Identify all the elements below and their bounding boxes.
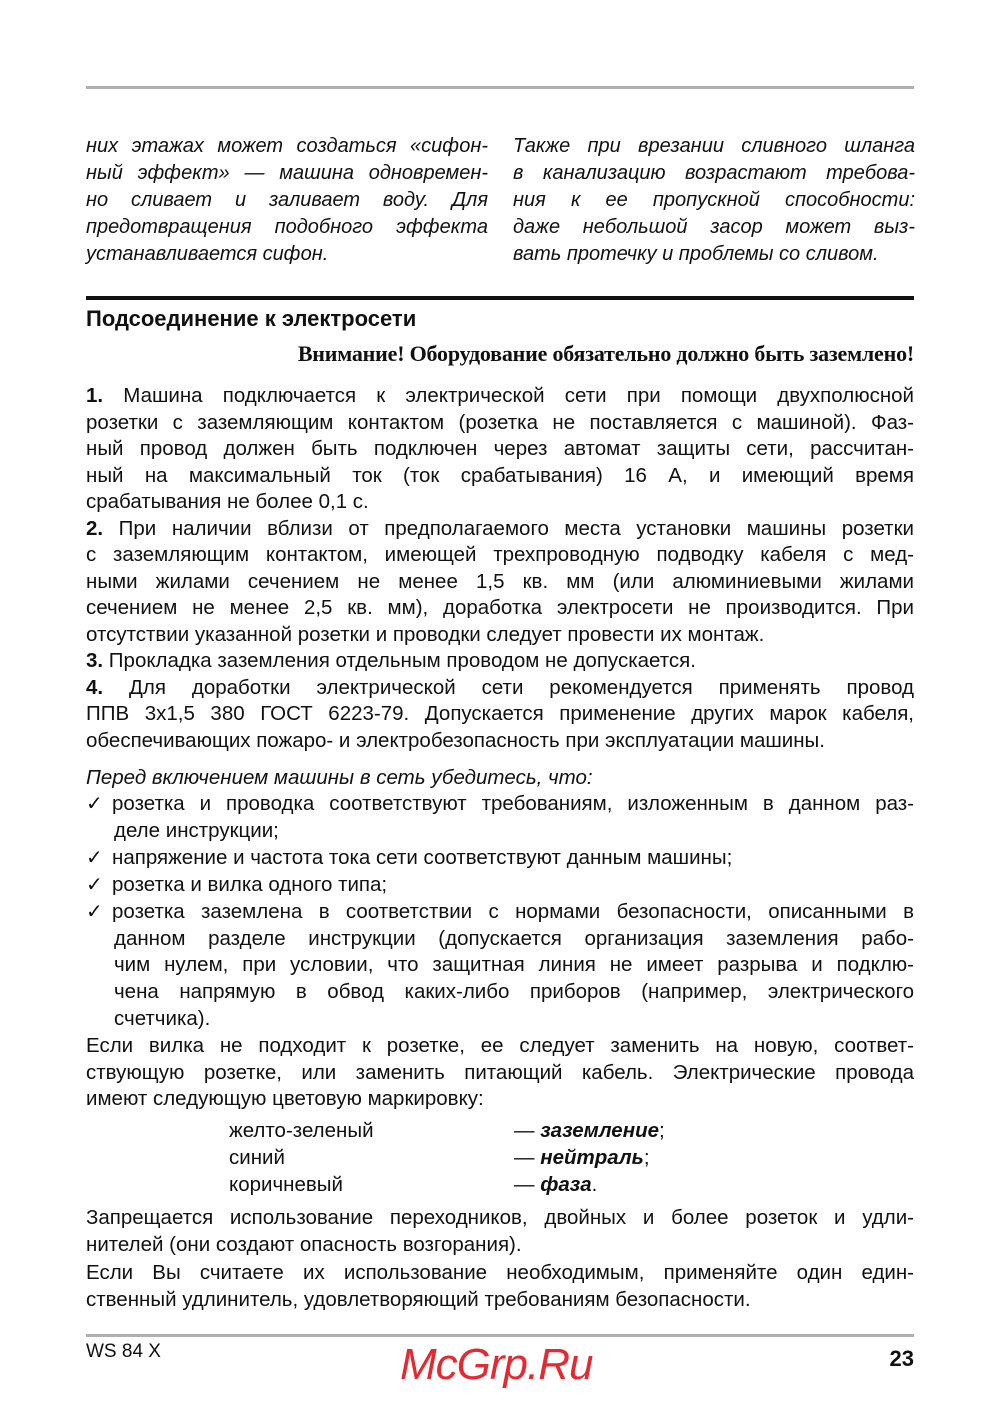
section-rule: [86, 296, 914, 300]
text-line: ствующую розетке, или заменить питающий кабель. Электрические провода: [86, 1060, 914, 1084]
plug-paragraph: [86, 1033, 914, 1113]
item-number: 2.: [86, 516, 104, 540]
text-line: напряжение и частота тока сети соответствуют данным машины;: [112, 845, 733, 869]
item-number: 3.: [86, 649, 104, 672]
bottom-rule: [86, 1334, 914, 1337]
paragraph: [86, 1204, 914, 1259]
text-line: срабатывания не более 0,1 с.: [86, 490, 369, 513]
text-line: ный на максимальный ток (ток срабатывания) 16 А, и имеющий время: [86, 463, 914, 487]
text-line: обеспечивающих пожаро- и электробезопасность при эксплуатации машины.: [86, 728, 825, 752]
text-line: деле инструкции;: [114, 818, 279, 842]
text-line: 1. Машина подключается к электрической сети при помощи двухполюсной: [86, 384, 914, 407]
wire-meaning: — фаза.: [514, 1172, 598, 1196]
text-line: чена напрямую в обвод каких-либо приборов (например, электрического: [114, 980, 914, 1004]
text-line: ственный удлинитель, удовлетворяющий требованиям безопасности.: [86, 1288, 751, 1312]
wire-color-row: [86, 1171, 914, 1198]
text-line: 3. Прокладка заземления отдельным проводом не допускается.: [86, 649, 696, 672]
body-text: [86, 383, 914, 1314]
text-line: Запрещается использование переходников, двойных и более розеток и удли-: [86, 1205, 914, 1229]
wire-color: синий: [229, 1145, 285, 1169]
right-column: [513, 133, 915, 268]
check-icon: ✓: [86, 873, 103, 896]
text-line: даже небольшой засор может выз-: [513, 216, 915, 238]
checklist-text: [112, 872, 914, 899]
section-heading: Подсоединение к электросети: [86, 306, 417, 331]
text-line: данном разделе инструкции (допускается организация заземления рабо-: [114, 926, 914, 950]
checklist-intro: Перед включением машины в сеть убедитесь, что:: [86, 766, 593, 789]
wire-color-row: [86, 1117, 914, 1144]
text-line: Также при врезании сливного шланга: [513, 135, 915, 157]
numbered-item: [86, 675, 914, 755]
paragraph: [86, 1259, 914, 1314]
wire-function: фаза: [540, 1172, 592, 1196]
text-line: нителей (они создают опасность возгорания).: [86, 1233, 522, 1257]
text-line: ния к ее пропускной способности:: [513, 189, 915, 211]
text-line: в канализацию возрастают требова-: [513, 162, 915, 184]
text-line: ный эффект» — машина одновремен-: [86, 162, 488, 184]
item-number: 1.: [86, 384, 104, 407]
left-column: [86, 133, 488, 268]
text-line: ППВ 3х1,5 380 ГОСТ 6223-79. Допускается применение других марок кабеля,: [86, 702, 914, 725]
check-icon: ✓: [86, 900, 103, 923]
page-number: 23: [889, 1346, 914, 1371]
wire-color: коричневый: [229, 1172, 343, 1196]
text-line: но сливает и заливает воду. Для: [86, 189, 488, 211]
wire-function: заземление: [540, 1118, 660, 1142]
text-line: устанавливается сифон.: [86, 243, 329, 265]
text-line: Если вилка не подходит к розетке, ее следует заменить на новую, соответ-: [86, 1034, 914, 1058]
checklist-text: [112, 791, 914, 845]
check-icon: ✓: [86, 846, 103, 869]
text-line: розетка и проводка соответствуют требованиям, изложенным в данном раз-: [112, 792, 914, 815]
text-line: Если Вы считаете их использование необходимым, применяйте один един-: [86, 1260, 914, 1284]
wire-color: желто-зеленый: [229, 1118, 374, 1142]
text-line: с заземляющим контактом, имеющей трехпроводную подводку кабеля с мед-: [86, 543, 914, 566]
wire-color-row: [86, 1144, 914, 1171]
text-line: предотвращения подобного эффекта: [86, 216, 488, 238]
wire-meaning: — заземление;: [514, 1118, 665, 1142]
text-line: 4. Для доработки электрической сети рекомендуется применять провод: [86, 675, 914, 699]
text-line: 2. При наличии вблизи от предполагаемого места установки машины розетки: [86, 516, 914, 540]
checklist-text: [112, 845, 914, 872]
wire-function: нейтраль: [540, 1145, 644, 1169]
text-line: счетчика).: [114, 1007, 211, 1031]
text-line: сечением не менее 2,5 кв. мм), доработка электросети не производится. При: [86, 596, 914, 619]
item-number: 4.: [86, 675, 104, 699]
text-line: ными жилами сечением не менее 1,5 кв. мм (или алюминиевыми жилами: [86, 569, 914, 593]
top-rule: [86, 86, 914, 89]
numbered-item: [86, 648, 914, 675]
check-icon: ✓: [86, 793, 103, 815]
checklist-item: [86, 899, 914, 1034]
text-line: вать протечку и проблемы со сливом.: [513, 243, 879, 265]
text-line: розетка и вилка одного типа;: [112, 872, 388, 896]
checklist-item: [86, 791, 914, 845]
numbered-item: [86, 516, 914, 649]
text-line: чим нулем, при условии, что защитная линия не имеет разрыва и подклю-: [114, 953, 914, 977]
footer-model: WS 84 X: [86, 1341, 161, 1362]
watermark: McGrp.Ru: [400, 1340, 593, 1389]
attention-note: Внимание! Оборудование обязательно должно быть заземлено!: [297, 341, 914, 366]
wire-meaning: — нейтраль;: [514, 1145, 650, 1169]
text-line: розетки с заземляющим контактом (розетка не поставляется с машиной). Фаз-: [86, 410, 914, 434]
text-line: имеют следующую цветовую маркировку:: [86, 1087, 484, 1111]
text-line: них этажах может создаться «сифон-: [86, 135, 488, 157]
text-line: розетка заземлена в соответствии с нормами безопасности, описанными в: [112, 899, 914, 923]
text-line: отсутствии указанной розетки и проводки следует провести их монтаж.: [86, 622, 765, 646]
numbered-item: [86, 383, 914, 516]
checklist-item: [86, 845, 914, 872]
checklist-item: [86, 872, 914, 899]
checklist-text: [112, 899, 914, 1034]
wire-color-table: [86, 1117, 914, 1198]
text-line: ный провод должен быть подключен через автомат защиты сети, рассчитан-: [86, 437, 914, 460]
